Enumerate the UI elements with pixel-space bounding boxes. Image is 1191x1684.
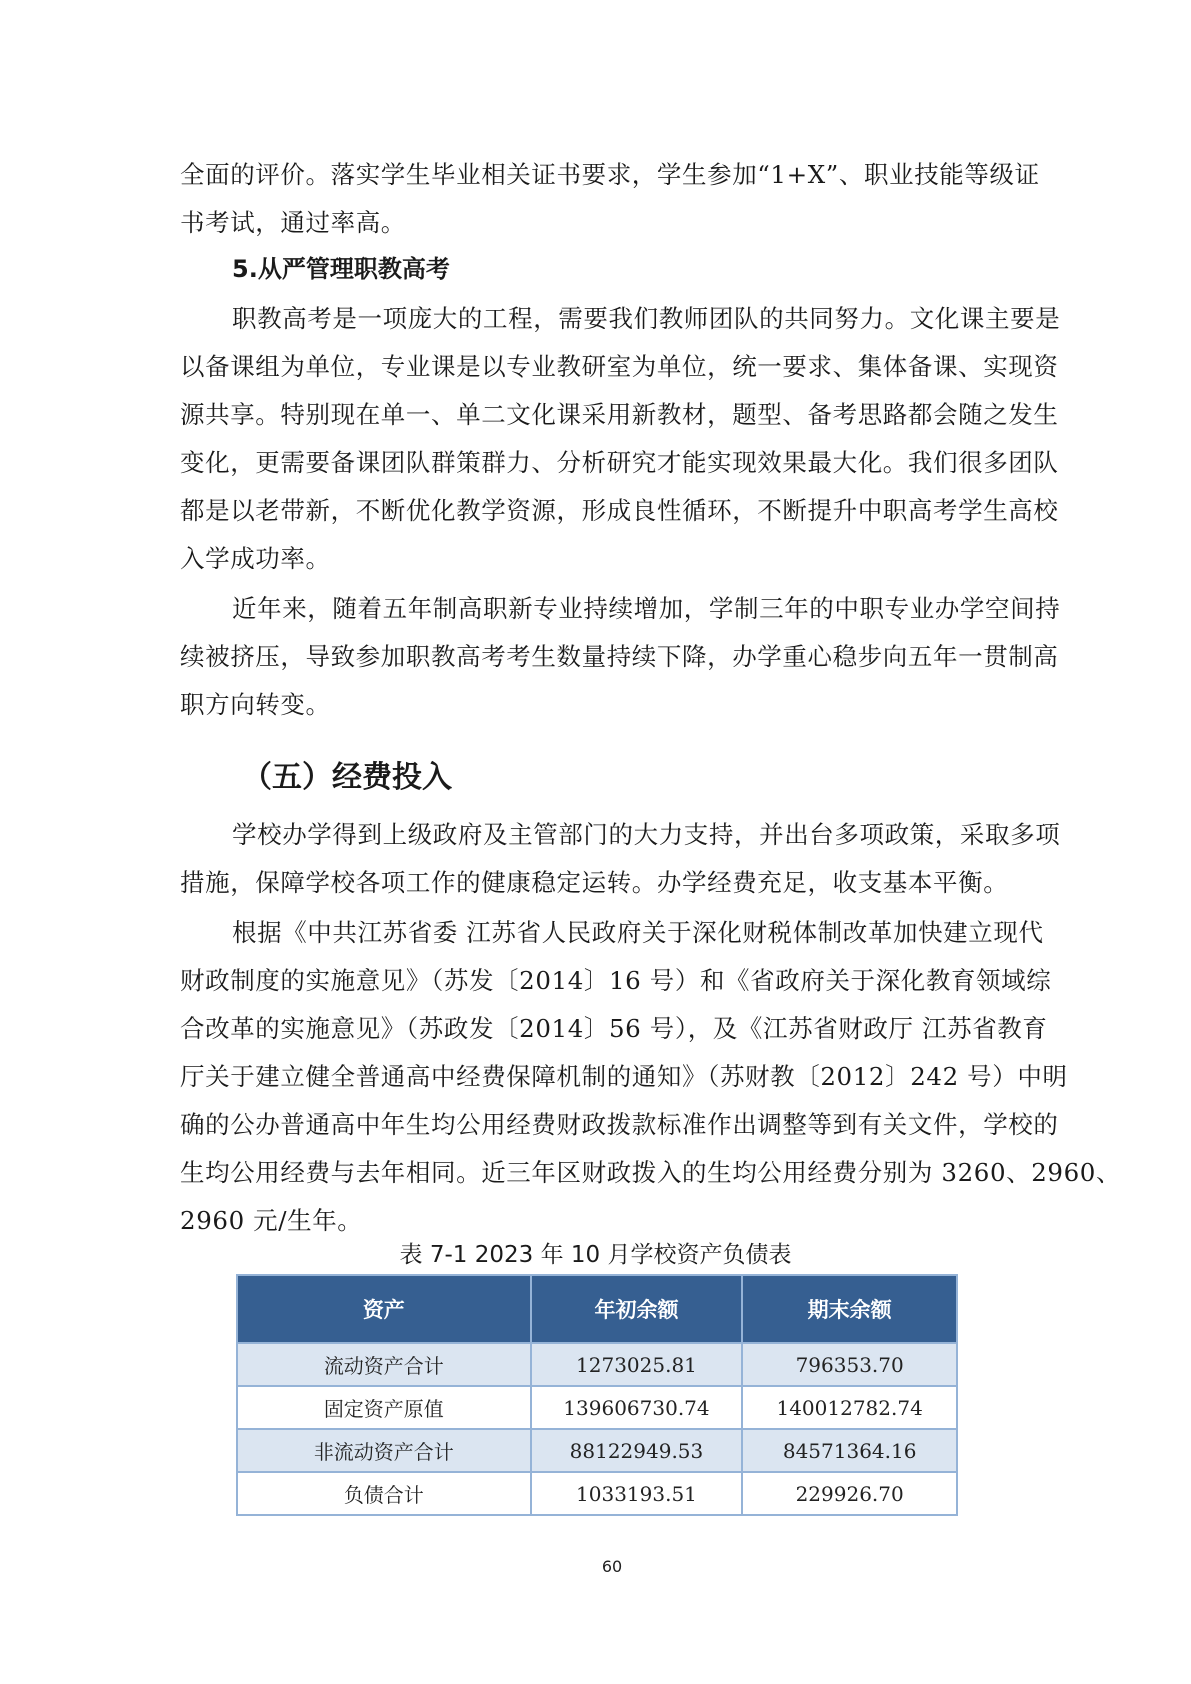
body-text-line: 入学成功率。 xyxy=(180,544,331,573)
body-text-line: 生均公用经费与去年相同。近三年区财政拨入的生均公用经费分别为 3260、2960、 xyxy=(180,1158,1122,1187)
body-text-line: 根据《中共江苏省委 江苏省人民政府关于深化财税体制改革加快建立现代 xyxy=(232,918,1044,947)
row-label: 流动资产合计 xyxy=(237,1343,531,1386)
body-text-line: 源共享。特别现在单一、单二文化课采用新教材，题型、备考思路都会随之发生 xyxy=(180,400,1059,429)
body-text-line: 合改革的实施意见》（苏政发〔2014〕56 号），及《江苏省财政厅 江苏省教育 xyxy=(180,1014,1048,1043)
subsection-heading: 5.从严管理职教高考 xyxy=(232,255,450,283)
body-text-line: 以备课组为单位，专业课是以专业教研室为单位，统一要求、集体备课、实现资 xyxy=(180,352,1059,381)
page-number: 60 xyxy=(601,1557,623,1576)
column-header-closing-balance: 期末余额 xyxy=(742,1275,957,1343)
row-label: 负债合计 xyxy=(237,1472,531,1515)
opening-balance-cell: 1033193.51 xyxy=(531,1472,743,1515)
body-text-line: 都是以老带新，不断优化教学资源，形成良性循环，不断提升中职高考学生高校 xyxy=(180,496,1059,525)
body-text-line: 确的公办普通高中年生均公用经费财政拨款标准作出调整等到有关文件，学校的 xyxy=(180,1110,1059,1139)
row-label: 固定资产原值 xyxy=(237,1386,531,1429)
body-text-line: 措施，保障学校各项工作的健康稳定运转。办学经费充足，收支基本平衡。 xyxy=(180,868,1009,897)
table-row xyxy=(237,1386,957,1429)
table-row xyxy=(237,1472,957,1515)
table-caption: 表 7-1 2023 年 10 月学校资产负债表 xyxy=(399,1242,792,1268)
body-text-line: 全面的评价。落实学生毕业相关证书要求，学生参加“1+X”、职业技能等级证 xyxy=(180,160,1040,189)
table-header-row xyxy=(237,1275,957,1343)
column-header-opening-balance: 年初余额 xyxy=(531,1275,743,1343)
body-text-line: 续被挤压，导致参加职教高考考生数量持续下降，办学重心稳步向五年一贯制高 xyxy=(180,642,1059,671)
opening-balance-cell: 1273025.81 xyxy=(531,1343,743,1386)
body-text-line: 书考试，通过率高。 xyxy=(180,208,406,237)
closing-balance-cell: 796353.70 xyxy=(742,1343,957,1386)
body-text-line: 财政制度的实施意见》（苏发〔2014〕16 号）和《省政府关于深化教育领域综 xyxy=(180,966,1052,995)
opening-balance-cell: 88122949.53 xyxy=(531,1429,743,1472)
body-text-line: 职教高考是一项庞大的工程，需要我们教师团队的共同努力。文化课主要是 xyxy=(232,304,1061,333)
body-text-line: 近年来，随着五年制高职新专业持续增加，学制三年的中职专业办学空间持 xyxy=(232,594,1061,623)
body-text-line: 学校办学得到上级政府及主管部门的大力支持，并出台多项政策，采取多项 xyxy=(232,820,1061,849)
table-row xyxy=(237,1429,957,1472)
closing-balance-cell: 140012782.74 xyxy=(742,1386,957,1429)
body-text-line: 2960 元/生年。 xyxy=(180,1206,363,1235)
body-text-line: 厅关于建立健全普通高中经费保障机制的通知》（苏财教〔2012〕242 号）中明 xyxy=(180,1062,1068,1091)
opening-balance-cell: 139606730.74 xyxy=(531,1386,743,1429)
column-header-asset: 资产 xyxy=(237,1275,531,1343)
section-heading: （五）经费投入 xyxy=(242,760,452,795)
closing-balance-cell: 84571364.16 xyxy=(742,1429,957,1472)
row-label: 非流动资产合计 xyxy=(237,1429,531,1472)
body-text-line: 变化，更需要备课团队群策群力、分析研究才能实现效果最大化。我们很多团队 xyxy=(180,448,1059,477)
body-text-line: 职方向转变。 xyxy=(180,690,331,719)
closing-balance-cell: 229926.70 xyxy=(742,1472,957,1515)
table-row xyxy=(237,1343,957,1386)
balance-sheet-table xyxy=(236,1274,958,1516)
